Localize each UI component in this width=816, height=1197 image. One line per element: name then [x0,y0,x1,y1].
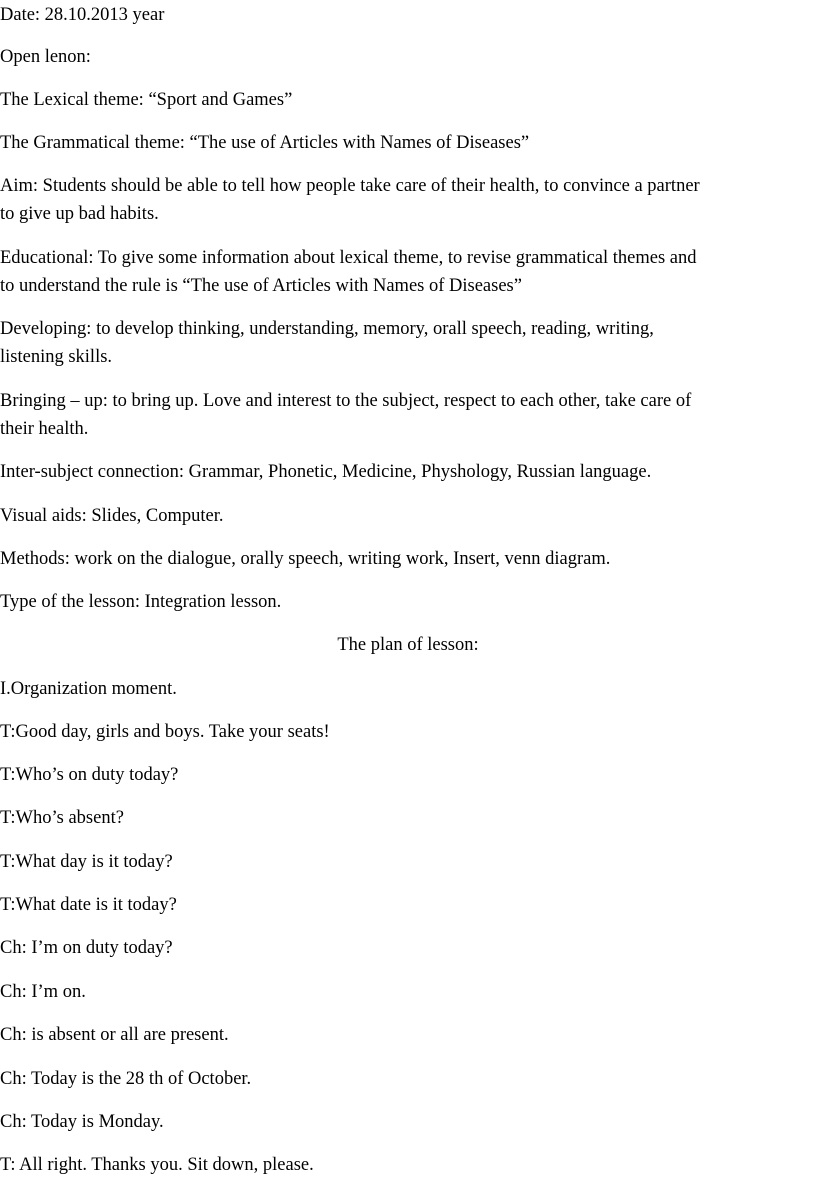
aim-line-1: Aim: Students should be able to tell how people take care of their health, to convince a partner [0,176,700,196]
developing-line-1: Developing: to develop thinking, understanding, memory, orall speech, reading, writing, [0,319,654,339]
developing-line-2: listening skills. [0,347,113,367]
dialogue-line: T:Who’s on duty today? [0,765,179,785]
inter-subject-connection: Inter-subject connection: Grammar, Phonetic, Medicine, Physhology, Russian language. [0,462,652,482]
dialogue-line: Ch: I’m on. [0,982,86,1002]
dialogue-line: T:What date is it today? [0,895,177,915]
dialogue-line: T: All right. Thanks you. Sit down, please. [0,1155,314,1175]
aim-line-2: to give up bad habits. [0,204,159,224]
lesson-type: Type of the lesson: Integration lesson. [0,592,282,612]
bringing-up-line-2: their health. [0,419,89,439]
dialogue-line: Ch: I’m on duty today? [0,938,173,958]
methods: Methods: work on the dialogue, orally speech, writing work, Insert, venn diagram. [0,549,611,569]
dialogue-line: Ch: Today is Monday. [0,1112,164,1132]
dialogue-line: T:Good day, girls and boys. Take your seats! [0,722,330,742]
visual-aids: Visual aids: Slides, Computer. [0,506,224,526]
section-organization-moment: I.Organization moment. [0,679,177,699]
dialogue-line: Ch: is absent or all are present. [0,1025,229,1045]
educational-line-1: Educational: To give some information about lexical theme, to revise grammatical themes and [0,248,697,268]
educational-line-2: to understand the rule is “The use of Articles with Names of Diseases” [0,276,522,296]
grammatical-theme: The Grammatical theme: “The use of Articles with Names of Diseases” [0,133,530,153]
dialogue-line: Ch: Today is the 28 th of October. [0,1069,252,1089]
open-lesson-label: Open lenon: [0,47,91,67]
dialogue-line: T:Who’s absent? [0,808,124,828]
lexical-theme: The Lexical theme: “Sport and Games” [0,90,293,110]
plan-heading: The plan of lesson: [337,635,479,655]
bringing-up-line-1: Bringing – up: to bring up. Love and interest to the subject, respect to each other, take care of [0,391,692,411]
dialogue-line: T:What day is it today? [0,852,173,872]
lesson-date: Date: 28.10.2013 year [0,5,165,25]
